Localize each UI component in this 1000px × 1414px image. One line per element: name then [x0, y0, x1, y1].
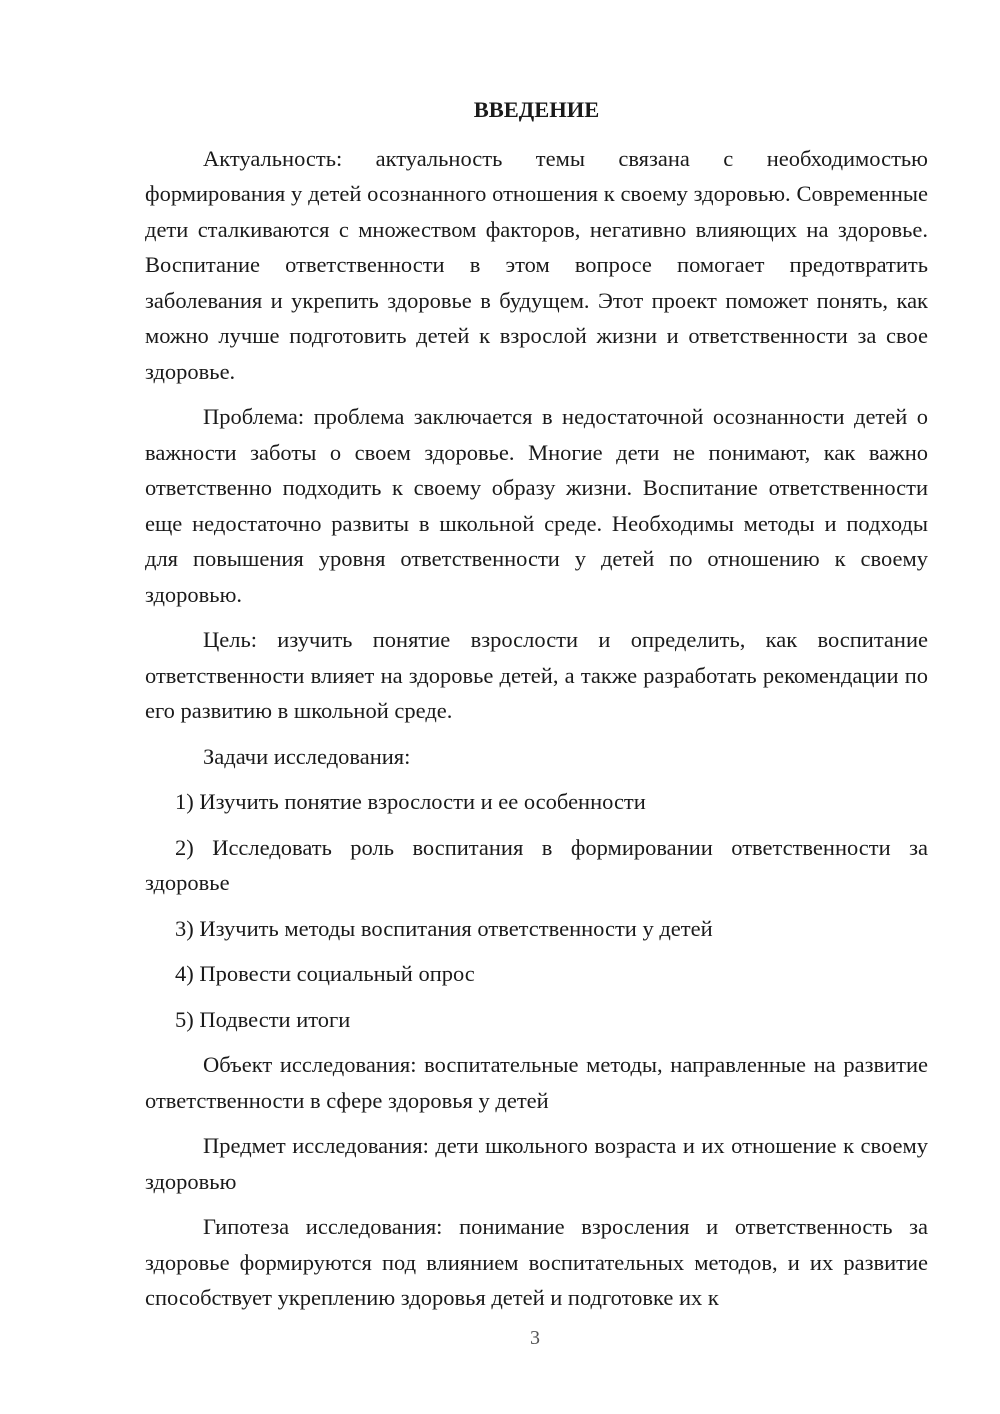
tasks-heading: Задачи исследования: [203, 743, 411, 769]
task-item: 3) Изучить методы воспитания ответственности у детей [175, 915, 713, 941]
paragraph-hypothesis: Гипотеза исследования: понимание взросления и ответственность за здоровье формируются под влиянием воспитательных методов, и их развитие способствует укреплению здоровья детей и подготовке их к [145, 1214, 928, 1310]
page-number: 3 [530, 1327, 540, 1349]
task-item: 2) Исследовать роль воспитания в формировании ответственности за здоровье [145, 834, 928, 895]
paragraph-goal: Цель: изучить понятие взрослости и определить, как воспитание ответственности влияет на здоровье детей, а также разработать рекомендации по его развитию в школьной среде. [145, 627, 928, 723]
paragraph-object: Объект исследования: воспитательные методы, направленные на развитие ответственности в сфере здоровья у детей [145, 1052, 928, 1113]
page-content [145, 92, 928, 1326]
task-item: 1) Изучить понятие взрослости и ее особенности [175, 789, 646, 814]
task-item: 5) Подвести итоги [175, 1006, 351, 1032]
paragraph-relevance: Актуальность: актуальность темы связана с необходимостью формирования у детей осознанного отношения к своему здоровью. Современные дети сталкиваются с множеством факторов, негативно влияющих на здоровье. Воспитание ответственности в этом вопросе помогает предотвратить заболевания и укрепить здоровье в будущем. Этот проект поможет понять, как можно лучше подготовить детей к взрослой жизни и ответственности за свое здоровье. [145, 145, 928, 384]
task-item: 4) Провести социальный опрос [175, 961, 475, 986]
paragraph-problem: Проблема: проблема заключается в недостаточной осознанности детей о важности заботы о своем здоровье. Многие дети не понимают, как важно ответственно подходить к своему образу жизни. Воспитание ответственности еще недостаточно развиты в школьной среде. Необходимы методы и подходы для повышения уровня ответственности у детей по отношению к своему здоровью. [145, 404, 928, 607]
paragraph-subject: Предмет исследования: дети школьного возраста и их отношение к своему здоровью [145, 1133, 928, 1194]
section-title: ВВЕДЕНИЕ [473, 97, 600, 122]
